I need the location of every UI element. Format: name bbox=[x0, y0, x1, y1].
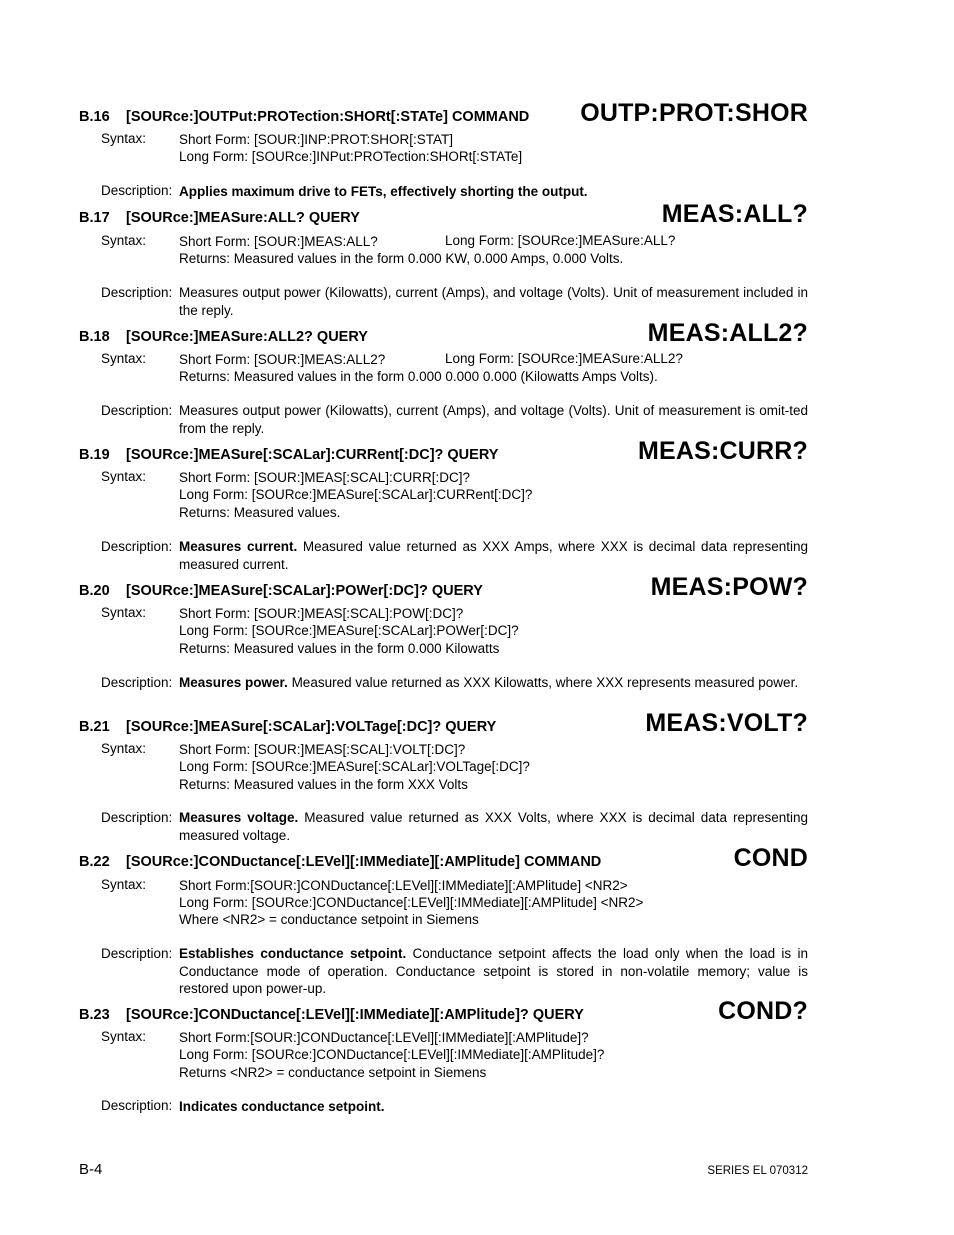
syntax-line: Short Form: [SOUR:]MEAS:ALL? bbox=[179, 234, 378, 249]
section-header bbox=[79, 719, 496, 735]
description-label: Description: bbox=[101, 183, 173, 198]
section-title: [SOURce:]MEASure:ALL2? QUERY bbox=[126, 329, 368, 345]
section-number: B.18 bbox=[79, 329, 110, 345]
description-label: Description: bbox=[101, 946, 173, 961]
description-rest: Measured value returned as XXX Amps, where XXX is decimal data representing measured current. bbox=[179, 539, 808, 572]
command-mnemonic: MEAS:POW? bbox=[650, 573, 808, 601]
section-title: [SOURce:]MEASure[:SCALar]:VOLTage[:DC]? QUERY bbox=[126, 719, 497, 735]
description-rest: Measured value returned as XXX Kilowatts, where XXX represents measured power. bbox=[287, 675, 799, 690]
description-text bbox=[179, 284, 808, 319]
description-text bbox=[179, 402, 808, 437]
description-rest: Conductance setpoint affects the load only when the load is in Conductance mode of operation. Conductance setpoint is stored in non-volatile memory; value is restored upon power-up. bbox=[179, 946, 808, 996]
section-title: [SOURce:]OUTPut:PROTection:SHORt[:STATe] COMMAND bbox=[126, 109, 530, 125]
syntax-line: Where <NR2> = conductance setpoint in Siemens bbox=[179, 912, 479, 927]
syntax-line-long: Long Form: [SOURce:]MEASure:ALL? bbox=[445, 233, 676, 248]
syntax-label: Syntax: bbox=[101, 469, 147, 484]
description-bold: Indicates conductance setpoint. bbox=[179, 1099, 385, 1114]
section-title: [SOURce:]CONDuctance[:LEVel][:IMMediate][:AMPlitude]? QUERY bbox=[126, 1007, 584, 1023]
syntax-line: Long Form: [SOURce:]CONDuctance[:LEVel][:IMMediate][:AMPlitude]? bbox=[179, 1047, 605, 1062]
description-text bbox=[179, 945, 808, 998]
section-number: B.17 bbox=[79, 210, 110, 226]
syntax-line: Long Form: [SOURce:]MEASure[:SCALar]:POWer[:DC]? bbox=[179, 623, 519, 638]
syntax-line: Returns: Measured values in the form 0.000 0.000 0.000 (Kilowatts Amps Volts). bbox=[179, 369, 658, 384]
page-number: B-4 bbox=[79, 1161, 103, 1178]
description-text bbox=[179, 809, 808, 844]
syntax-line: Returns <NR2> = conductance setpoint in Siemens bbox=[179, 1065, 487, 1080]
description-text bbox=[179, 674, 808, 692]
syntax-line-long: Long Form: [SOURce:]MEASure:ALL2? bbox=[445, 351, 683, 366]
syntax-label: Syntax: bbox=[101, 605, 147, 620]
section-number: B.19 bbox=[79, 447, 110, 463]
syntax-line: Long Form: [SOURce:]MEASure[:SCALar]:CURRent[:DC]? bbox=[179, 487, 533, 502]
section-number: B.22 bbox=[79, 854, 110, 870]
syntax-label: Syntax: bbox=[101, 877, 147, 892]
command-mnemonic: MEAS:CURR? bbox=[637, 437, 808, 465]
description-rest: Measured value returned as XXX Volts, where XXX is decimal data representing measured voltage. bbox=[179, 810, 808, 843]
command-mnemonic: OUTP:PROT:SHOR bbox=[580, 99, 808, 127]
command-mnemonic: COND? bbox=[718, 997, 808, 1025]
section-title: [SOURce:]MEASure[:SCALar]:POWer[:DC]? QUERY bbox=[126, 583, 483, 599]
description-label: Description: bbox=[101, 539, 173, 554]
section-number: B.20 bbox=[79, 583, 110, 599]
command-mnemonic: MEAS:VOLT? bbox=[645, 709, 808, 737]
section-header bbox=[79, 210, 360, 226]
command-mnemonic: COND bbox=[733, 844, 808, 872]
syntax-line: Short Form: [SOUR:]MEAS[:SCAL]:CURR[:DC]? bbox=[179, 470, 471, 485]
syntax-label: Syntax: bbox=[101, 131, 147, 146]
section-number: B.16 bbox=[79, 109, 110, 125]
syntax-line: Short Form:[SOUR:]CONDuctance[:LEVel][:IMMediate][:AMPlitude]? bbox=[179, 1030, 589, 1045]
command-mnemonic: MEAS:ALL? bbox=[661, 200, 808, 228]
syntax-line: Short Form:[SOUR:]CONDuctance[:LEVel][:IMMediate][:AMPlitude] <NR2> bbox=[179, 878, 628, 893]
section-number: B.21 bbox=[79, 719, 110, 735]
syntax-line: Short Form: [SOUR:]INP:PROT:SHOR[:STAT] bbox=[179, 132, 454, 147]
description-label: Description: bbox=[101, 403, 173, 418]
section-header bbox=[79, 1007, 584, 1023]
description-label: Description: bbox=[101, 810, 173, 825]
section-header bbox=[79, 329, 368, 345]
syntax-line: Returns: Measured values in the form 0.000 Kilowatts bbox=[179, 641, 500, 656]
description-bold: Measures power. bbox=[179, 675, 288, 690]
series-footer: SERIES EL 070312 bbox=[707, 1165, 808, 1177]
syntax-line: Long Form: [SOURce:]MEASure[:SCALar]:VOLTage[:DC]? bbox=[179, 759, 530, 774]
description-bold: Applies maximum drive to FETs, effectively shorting the output. bbox=[179, 184, 588, 199]
syntax-line: Long Form: [SOURce:]INPut:PROTection:SHORt[:STATe] bbox=[179, 149, 523, 164]
command-mnemonic: MEAS:ALL2? bbox=[647, 319, 808, 347]
syntax-line: Returns: Measured values in the form XXX Volts bbox=[179, 777, 468, 792]
syntax-line: Short Form: [SOUR:]MEAS:ALL2? bbox=[179, 352, 386, 367]
section-header bbox=[79, 447, 498, 463]
syntax-line: Returns: Measured values in the form 0.000 KW, 0.000 Amps, 0.000 Volts. bbox=[179, 251, 624, 266]
section-header bbox=[79, 583, 483, 599]
section-number: B.23 bbox=[79, 1007, 110, 1023]
description-rest: Measures output power (Kilowatts), current (Amps), and voltage (Volts). Unit of measurement included in the reply. bbox=[179, 285, 808, 318]
syntax-label: Syntax: bbox=[101, 351, 147, 366]
description-label: Description: bbox=[101, 285, 173, 300]
syntax-line: Short Form: [SOUR:]MEAS[:SCAL]:POW[:DC]? bbox=[179, 606, 464, 621]
section-title: [SOURce:]CONDuctance[:LEVel][:IMMediate][:AMPlitude] COMMAND bbox=[126, 854, 602, 870]
syntax-line: Long Form: [SOURce:]CONDuctance[:LEVel][:IMMediate][:AMPlitude] <NR2> bbox=[179, 895, 644, 910]
section-header bbox=[79, 854, 601, 870]
section-title: [SOURce:]MEASure[:SCALar]:CURRent[:DC]? QUERY bbox=[126, 447, 499, 463]
syntax-line: Short Form: [SOUR:]MEAS[:SCAL]:VOLT[:DC]? bbox=[179, 742, 466, 757]
syntax-line: Returns: Measured values. bbox=[179, 505, 341, 520]
section-title: [SOURce:]MEASure:ALL? QUERY bbox=[126, 210, 360, 226]
description-bold: Measures current. bbox=[179, 539, 298, 554]
section-header bbox=[79, 109, 529, 125]
description-bold: Establishes conductance setpoint. bbox=[179, 946, 407, 961]
description-text bbox=[179, 1098, 808, 1116]
description-label: Description: bbox=[101, 1098, 173, 1113]
syntax-label: Syntax: bbox=[101, 233, 147, 248]
description-label: Description: bbox=[101, 675, 173, 690]
description-text bbox=[179, 183, 808, 201]
description-rest: Measures output power (Kilowatts), current (Amps), and voltage (Volts). Unit of measurement is omit-ted from the reply. bbox=[179, 403, 808, 436]
description-bold: Measures voltage. bbox=[179, 810, 299, 825]
syntax-label: Syntax: bbox=[101, 1029, 147, 1044]
description-text bbox=[179, 538, 808, 573]
syntax-label: Syntax: bbox=[101, 741, 147, 756]
